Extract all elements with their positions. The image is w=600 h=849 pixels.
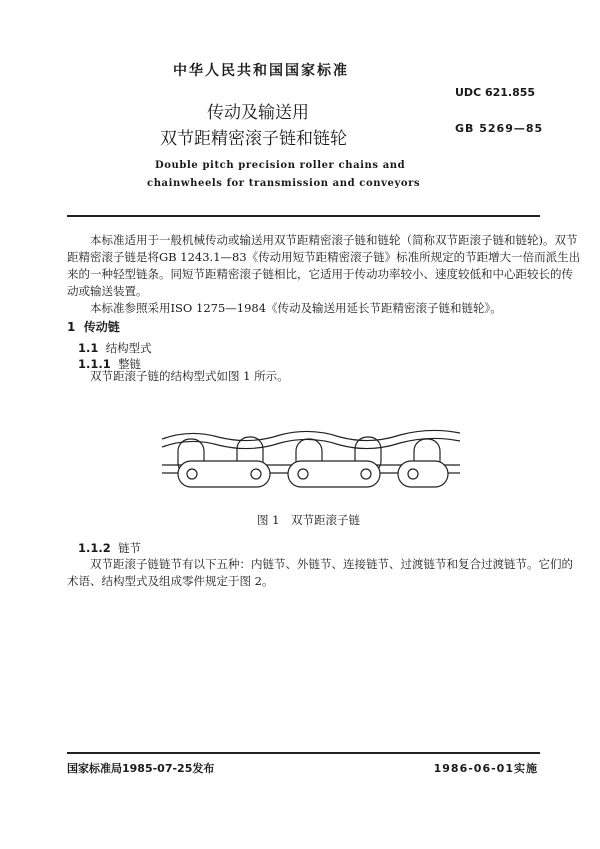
section-number: 1	[67, 320, 76, 334]
section-1-heading	[67, 318, 120, 335]
section-1-1-2-text	[67, 556, 573, 590]
effective-date: 1986-06-01实施	[433, 762, 538, 775]
text-line: 双节距滚子链链节有以下五种：内链节、外链节、连接链节、过渡链节和复合过渡链节。它们的	[90, 557, 573, 571]
title-line-2: 双节距精密滚子链和链轮	[160, 129, 347, 149]
issue-date: 国家标准局1985-07-25发布	[67, 762, 215, 775]
text-line: 来的一种轻型链条。同短节距精密滚子链相比，它适用于传动功率较小、速度较低和中心距较长的传	[67, 267, 573, 281]
text-line: 术语、结构型式及组成零件规定于图 2。	[67, 574, 274, 588]
title-en-line-2: chainwheels for transmission and conveyors	[147, 178, 421, 189]
issuing-org: 中华人民共和国国家标准	[173, 63, 349, 79]
section-number: 1.1	[78, 341, 99, 355]
title-en-line-1: Double pitch precision roller chains and	[155, 160, 406, 171]
text-line: 动或输送装置。	[67, 284, 148, 298]
intro-paragraph-1	[67, 232, 581, 317]
header-rule	[67, 215, 540, 217]
figure-1-chain-drawing	[160, 425, 470, 495]
section-1-1-2-heading	[78, 540, 141, 556]
section-1-1-1-text: 双节距滚子链的结构型式如图 1 所示。	[90, 369, 289, 383]
udc-number: UDC 621.855	[455, 86, 536, 99]
gb-number: GB 5269—85	[455, 122, 544, 135]
section-title: 整链	[118, 357, 142, 371]
section-number: 1.1.1	[78, 357, 111, 371]
section-number: 1.1.2	[78, 541, 111, 555]
text-line: 本标准参照采用ISO 1275—1984《传动及输送用延长节距精密滚子链和链轮》。	[90, 301, 502, 315]
section-1-1-heading	[78, 340, 152, 356]
section-title: 链节	[118, 541, 142, 555]
footer-rule	[67, 752, 540, 754]
title-line-1: 传动及输送用	[207, 103, 309, 123]
text-line: 距精密滚子链是将GB 1243.1—83《传动用短节距精密滚子链》标准所规定的节距增大一倍而派生出	[67, 250, 581, 264]
section-title: 结构型式	[105, 341, 152, 355]
text-line: 本标准适用于一般机械传动或输送用双节距精密滚子链和链轮（简称双节距滚子链和链轮)。双节	[90, 233, 578, 247]
figure-1-caption: 图 1 双节距滚子链	[257, 513, 360, 527]
section-title: 传动链	[83, 320, 120, 334]
